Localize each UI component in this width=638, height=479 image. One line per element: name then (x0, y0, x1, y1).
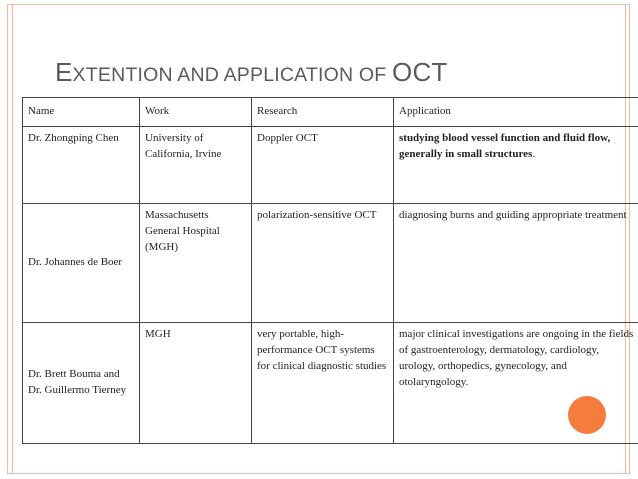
cell-name: Dr. Johannes de Boer (23, 204, 140, 323)
cell-research: polarization-sensitive OCT (252, 204, 394, 323)
cell-application: diagnosing burns and guiding appropriate treatment (394, 204, 638, 323)
title-oct: OCT (392, 57, 448, 87)
table-header-row (23, 98, 638, 127)
slide-title (55, 52, 448, 89)
application-suffix: . (532, 147, 536, 160)
title-initial: E (55, 57, 73, 87)
decorative-orange-circle (568, 396, 606, 434)
application-bold-text: studying blood vessel function and fluid flow, generally in small structures (399, 132, 611, 160)
cell-name: Dr. Brett Bouma and Dr. Guillermo Tierney (23, 323, 140, 444)
cell-application: major clinical investigations are ongoing in the fields of gastroenterology, dermatology, cardiology, urology, orthopedics, gynecology, and otolaryngology. (394, 323, 638, 444)
cell-work: MGH (140, 323, 252, 444)
table-row (23, 127, 638, 204)
cell-work: Massachusetts General Hospital (MGH) (140, 204, 252, 323)
header-research: Research (252, 98, 394, 127)
header-work: Work (140, 98, 252, 127)
cell-work: University of California, Irvine (140, 127, 252, 204)
slide-border-line-left (12, 4, 13, 474)
table-row (23, 204, 638, 323)
table-row (23, 323, 638, 444)
header-name: Name (23, 98, 140, 127)
cell-research: very portable, high-performance OCT systems for clinical diagnostic studies (252, 323, 394, 444)
header-application: Application (394, 98, 638, 127)
title-smallcaps: XTENTION AND APPLICATION OF (72, 64, 393, 86)
cell-research: Doppler OCT (252, 127, 394, 204)
cell-application (394, 127, 638, 204)
researchers-table (22, 97, 638, 444)
cell-name: Dr. Zhongping Chen (23, 127, 140, 204)
